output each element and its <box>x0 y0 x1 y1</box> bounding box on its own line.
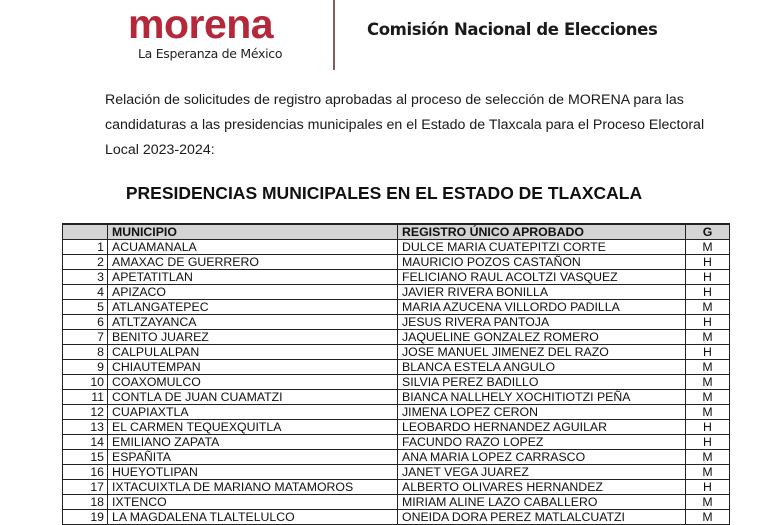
row-municipio: AMAXAC DE GUERRERO <box>108 255 398 270</box>
row-municipio: COAXOMULCO <box>108 375 398 390</box>
row-municipio: EMILIANO ZAPATA <box>108 435 398 450</box>
table-row <box>63 345 730 360</box>
section-title: PRESIDENCIAS MUNICIPALES EN EL ESTADO DE TLAXCALA <box>125 183 643 203</box>
row-municipio: ATLTZAYANCA <box>108 315 398 330</box>
row-number: 11 <box>63 390 108 405</box>
row-registro: JOSE MANUEL JIMENEZ DEL RAZO <box>398 345 686 360</box>
col-header-gender: G <box>686 224 730 240</box>
row-number: 16 <box>63 465 108 480</box>
row-municipio: LA MAGDALENA TLALTELULCO <box>108 510 398 525</box>
row-municipio: CHIAUTEMPAN <box>108 360 398 375</box>
row-registro: LEOBARDO HERNANDEZ AGUILAR <box>398 420 686 435</box>
table-row <box>63 375 730 390</box>
intro-paragraph: Relación de solicitudes de registro aprobadas al proceso de selección de MORENA para las candidaturas a las presidencias municipales en el Estado de Tlaxcala para el Proceso Electoral Local 2023-2024: <box>105 92 705 158</box>
row-number: 9 <box>63 360 108 375</box>
row-gender: M <box>686 495 730 510</box>
row-municipio: APETATITLAN <box>108 270 398 285</box>
row-number: 12 <box>63 405 108 420</box>
table-row <box>63 435 730 450</box>
row-gender: M <box>686 330 730 345</box>
row-gender: H <box>686 435 730 450</box>
row-number: 5 <box>63 300 108 315</box>
table-row <box>63 405 730 420</box>
row-registro: FELICIANO RAUL ACOLTZI VASQUEZ <box>398 270 686 285</box>
logo-tagline: La Esperanza de México <box>138 46 283 61</box>
row-gender: H <box>686 255 730 270</box>
table-row <box>63 240 730 255</box>
col-header-registro: REGISTRO ÚNICO APROBADO <box>398 224 686 240</box>
row-gender: M <box>686 465 730 480</box>
row-number: 4 <box>63 285 108 300</box>
row-municipio: IXTENCO <box>108 495 398 510</box>
header-divider <box>333 0 335 70</box>
row-registro: MIRIAM ALINE LAZO CABALLERO <box>398 495 686 510</box>
row-gender: H <box>686 480 730 495</box>
row-registro: MARIA AZUCENA VILLORDO PADILLA <box>398 300 686 315</box>
row-registro: ONEIDA DORA PEREZ MATLALCUATZI <box>398 510 686 525</box>
row-registro: MAURICIO POZOS CASTAÑON <box>398 255 686 270</box>
row-municipio: CONTLA DE JUAN CUAMATZI <box>108 390 398 405</box>
row-registro: JAQUELINE GONZALEZ ROMERO <box>398 330 686 345</box>
row-gender: H <box>686 270 730 285</box>
row-number: 6 <box>63 315 108 330</box>
row-municipio: EL CARMEN TEQUEXQUITLA <box>108 420 398 435</box>
organization-title: Comisión Nacional de Elecciones <box>367 20 658 39</box>
row-registro: JESUS RIVERA PANTOJA <box>398 315 686 330</box>
row-gender: H <box>686 315 730 330</box>
row-number: 19 <box>63 510 108 525</box>
row-gender: H <box>686 285 730 300</box>
logo-wordmark: morena <box>128 1 274 47</box>
table-row <box>63 270 730 285</box>
table-row <box>63 315 730 330</box>
table-row <box>63 360 730 375</box>
col-header-number <box>63 224 108 240</box>
row-gender: M <box>686 375 730 390</box>
row-municipio: ACUAMANALA <box>108 240 398 255</box>
row-number: 2 <box>63 255 108 270</box>
row-municipio: ESPAÑITA <box>108 450 398 465</box>
row-municipio: HUEYOTLIPAN <box>108 465 398 480</box>
table-row <box>63 450 730 465</box>
row-registro: JIMENA LOPEZ CERON <box>398 405 686 420</box>
candidates-table <box>62 223 730 525</box>
row-gender: M <box>686 450 730 465</box>
row-registro: ALBERTO OLIVARES HERNANDEZ <box>398 480 686 495</box>
row-number: 3 <box>63 270 108 285</box>
row-number: 17 <box>63 480 108 495</box>
table-row <box>63 495 730 510</box>
row-registro: DULCE MARIA CUATEPITZI CORTE <box>398 240 686 255</box>
row-municipio: IXTACUIXTLA DE MARIANO MATAMOROS <box>108 480 398 495</box>
row-gender: M <box>686 390 730 405</box>
row-number: 14 <box>63 435 108 450</box>
row-registro: FACUNDO RAZO LOPEZ <box>398 435 686 450</box>
row-municipio: CUAPIAXTLA <box>108 405 398 420</box>
row-number: 18 <box>63 495 108 510</box>
row-registro: JAVIER RIVERA BONILLA <box>398 285 686 300</box>
table-row <box>63 465 730 480</box>
row-number: 8 <box>63 345 108 360</box>
row-registro: BLANCA ESTELA ANGULO <box>398 360 686 375</box>
row-gender: M <box>686 360 730 375</box>
row-number: 1 <box>63 240 108 255</box>
row-gender: M <box>686 510 730 525</box>
morena-logo <box>128 1 283 61</box>
table-header-row <box>63 224 730 240</box>
table-row <box>63 390 730 405</box>
row-municipio: CALPULALPAN <box>108 345 398 360</box>
row-registro: SILVIA PEREZ BADILLO <box>398 375 686 390</box>
row-gender: H <box>686 420 730 435</box>
table-row <box>63 420 730 435</box>
row-number: 13 <box>63 420 108 435</box>
row-gender: H <box>686 345 730 360</box>
table-row <box>63 255 730 270</box>
row-municipio: APIZACO <box>108 285 398 300</box>
table-row <box>63 480 730 495</box>
row-municipio: ATLANGATEPEC <box>108 300 398 315</box>
row-gender: M <box>686 405 730 420</box>
row-municipio: BENITO JUAREZ <box>108 330 398 345</box>
row-number: 15 <box>63 450 108 465</box>
row-gender: M <box>686 240 730 255</box>
table-row <box>63 285 730 300</box>
table-row <box>63 300 730 315</box>
row-number: 10 <box>63 375 108 390</box>
table-row <box>63 330 730 345</box>
row-registro: ANA MARIA LOPEZ CARRASCO <box>398 450 686 465</box>
row-registro: BIANCA NALLHELY XOCHITIOTZI PEÑA <box>398 390 686 405</box>
row-gender: M <box>686 300 730 315</box>
row-registro: JANET VEGA JUAREZ <box>398 465 686 480</box>
table-row <box>63 510 730 525</box>
col-header-municipio: MUNICIPIO <box>108 224 398 240</box>
row-number: 7 <box>63 330 108 345</box>
